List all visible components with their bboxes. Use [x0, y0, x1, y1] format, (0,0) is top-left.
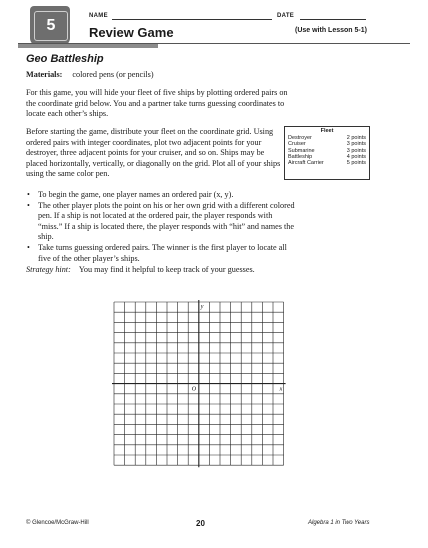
hint-text: You may find it helpful to keep track of your guesses.	[78, 265, 255, 274]
rule-item: • The other player plots the point on his or her own grid with a different colored pen. If a ship is not located at the ordered pair, the player responds with “miss.” If a ship is located there, the player responds with “hit” and names the ship.	[26, 201, 298, 243]
ship-name: Cruiser	[288, 141, 306, 148]
materials-label: Materials:	[26, 70, 63, 79]
date-label: DATE	[277, 13, 295, 19]
chapter-number: 5	[34, 11, 68, 41]
footer-copyright: © Glencoe/McGraw-Hill	[26, 520, 89, 526]
ship-points: 4 points	[346, 153, 366, 160]
page-title: Review Game	[89, 25, 174, 40]
name-line	[112, 19, 272, 20]
materials-line	[26, 70, 154, 81]
hint-label: Strategy hint:	[26, 265, 71, 274]
ship-name: Submarine	[288, 147, 315, 154]
fleet-title: Fleet	[320, 128, 334, 134]
x-axis-label: x	[279, 386, 283, 393]
lesson-note: (Use with Lesson 5-1)	[295, 27, 367, 34]
ship-points: 2 points	[346, 135, 366, 142]
fleet-box	[284, 126, 370, 180]
date-line	[300, 19, 366, 20]
rule-item: • To begin the game, one player names an ordered pair (x, y).	[26, 190, 298, 201]
materials-text: colored pens (or pencils)	[72, 70, 154, 79]
intro-paragraph: For this game, you will hide your fleet of five ships by plotting ordered pairs on the coordinate grid below. You and a partner take turns guessing coordinates to locate each other’s ships.	[26, 88, 288, 119]
rules-list	[26, 190, 298, 264]
page-number: 20	[196, 519, 205, 528]
coordinate-grid[interactable]	[110, 300, 290, 472]
setup-paragraph: Before starting the game, distribute your fleet on the coordinate grid. Using ordered pairs with integer coordinates, plot two adjacent points for your destroyer, three adjacent points for your cruiser, and so on. Ships may be placed horizontally, vertically, or diagonally on the grid. Plot all of your ships using the same color pen.	[26, 127, 281, 179]
ship-name: Battleship	[288, 153, 313, 160]
origin-label: O	[191, 386, 197, 393]
section-title: Geo Battleship	[26, 53, 104, 65]
ship-points: 3 points	[346, 141, 366, 148]
grid-svg	[110, 300, 290, 472]
strategy-hint	[26, 265, 255, 276]
ship-points: 3 points	[346, 147, 366, 154]
y-axis-label: y	[200, 304, 204, 310]
grid-axes	[112, 300, 286, 467]
ship-name: Destroyer	[288, 135, 312, 142]
footer-book-title: Algebra 1 in Two Years	[308, 520, 370, 526]
fleet-row	[285, 160, 369, 166]
title-shade-bar	[18, 44, 158, 48]
ship-name: Aircraft Carrier	[288, 160, 324, 167]
ship-points: 5 points	[346, 160, 366, 167]
name-label: NAME	[89, 13, 108, 19]
rule-item: • Take turns guessing ordered pairs. The winner is the first player to locate all five of the other player’s ships.	[26, 243, 298, 264]
